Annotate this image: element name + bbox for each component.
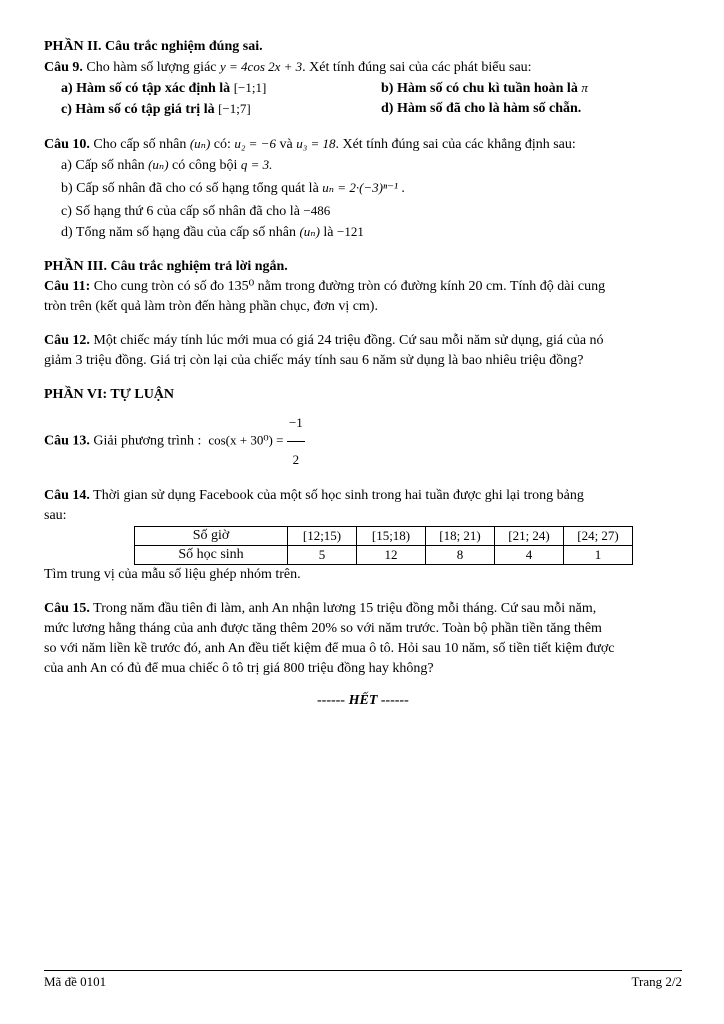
exam-code: Mã đề 0101 — [44, 974, 107, 989]
table-cell: 5 — [288, 546, 357, 565]
q10-a-post: có công bội — [172, 158, 238, 173]
q9-stem — [44, 57, 682, 78]
q9-a: a) Hàm số có tập xác định là — [61, 81, 231, 96]
q9-row-cd — [44, 99, 682, 120]
q11-text1: Cho cung tròn có số đo 135⁰ nằm trong đường tròn có đường kính 20 cm. Tính độ dài cung — [93, 279, 606, 294]
q9-c: c) Hàm số có tập giá trị là — [61, 102, 215, 117]
q13 — [44, 405, 682, 478]
q13-label: Câu 13. — [44, 433, 90, 449]
q10-a-seq: (uₙ) — [148, 157, 169, 172]
q15-label: Câu 15. — [44, 601, 90, 616]
q14-text1: Thời gian sử dụng Facebook của một số học sinh trong hai tuần được ghi lại trong bảng — [93, 488, 584, 503]
q10-d-seq: (uₙ) — [299, 224, 320, 239]
q9-a-math: [−1;1] — [233, 80, 267, 95]
q10-stem-post: . Xét tính đúng sai của các khẳng định sau: — [335, 137, 576, 152]
q13-text: Giải phương trình : — [93, 433, 202, 449]
q14-table — [134, 526, 633, 565]
q10-d — [44, 222, 682, 243]
q14-label: Câu 14. — [44, 488, 90, 503]
q10-seq: (uₙ) — [189, 136, 211, 151]
q10-c — [44, 201, 682, 222]
q15-text1: Trong năm đầu tiên đi làm, anh An nhận lương 15 triệu đồng mỗi tháng. Cứ sau mỗi năm, — [93, 601, 597, 616]
q15-line3: so với năm liền kề trước đó, anh An đều tiết kiệm để mua ô tô. Hỏi sau 10 năm, số tiền tiết kiệm được — [44, 641, 615, 656]
q15-line4: của anh An có đủ để mua chiếc ô tô trị giá 800 triệu đồng hay không? — [44, 661, 434, 676]
q11-line1 — [44, 277, 682, 297]
q11-line2: tròn trên (kết quả làm tròn đến hàng phần chục, đơn vị cm). — [44, 299, 378, 314]
q9-stem-post: . Xét tính đúng sai của các phát biểu sau: — [302, 60, 532, 75]
table-row — [135, 546, 633, 565]
table-cell: 8 — [426, 546, 495, 565]
q15-line1 — [44, 599, 682, 619]
table-header-hours: Số giờ — [135, 527, 288, 546]
q15-line2: mức lương hằng tháng của anh được tăng thêm 20% so với năm trước. Toàn bộ phần tiền tăng thêm — [44, 621, 602, 636]
q10-d-mid: là — [323, 225, 334, 240]
q13-numerator: −1 — [287, 405, 305, 442]
end-mark: ------ HẾT ------ — [317, 693, 409, 708]
table-cell: [12;15) — [288, 527, 357, 546]
table-cell: [18; 21) — [426, 527, 495, 546]
q10-d-math: −121 — [337, 224, 364, 239]
q13-lhs: cos(x + 30⁰) = — [208, 432, 284, 448]
q14-line2: sau: — [44, 508, 67, 523]
q12-label: Câu 12. — [44, 333, 90, 348]
q9-label: Câu 9. — [44, 60, 83, 75]
q10-stem-mid: có: — [213, 137, 231, 152]
q10-b-math: uₙ = 2·(−3)ⁿ⁻¹ — [322, 180, 398, 195]
q10-and: và — [279, 137, 293, 152]
q10-b-post: . — [401, 181, 405, 196]
q10-stem-pre: Cho cấp số nhân — [93, 137, 187, 152]
q13-fraction — [287, 405, 305, 478]
part2-title: PHẦN II. Câu trắc nghiệm đúng sai. — [44, 39, 263, 54]
q9-row-ab — [44, 78, 682, 99]
q11-label: Câu 11: — [44, 279, 91, 294]
table-cell: 4 — [495, 546, 564, 565]
q10-b — [44, 176, 682, 201]
q10-u3: u₃ = 18 — [296, 136, 336, 151]
q10-b-pre: b) Cấp số nhân đã cho có số hạng tổng quát là — [61, 181, 319, 196]
q14-after: Tìm trung vị của mẫu số liệu ghép nhóm trên. — [44, 567, 301, 582]
q9-stem-pre: Cho hàm số lượng giác — [86, 60, 217, 75]
q9-d: d) Hàm số đã cho là hàm số chẵn. — [381, 101, 582, 116]
q12-line1 — [44, 331, 682, 351]
exam-page — [44, 37, 682, 709]
q13-denominator: 2 — [292, 452, 300, 467]
q9-b: b) Hàm số có chu kì tuần hoàn là — [381, 81, 578, 96]
table-row — [135, 527, 633, 546]
q10-a-math: q = 3. — [240, 157, 273, 172]
table-cell: [21; 24) — [495, 527, 564, 546]
q12-text1: Một chiếc máy tính lúc mới mua có giá 24 triệu đồng. Cứ sau mỗi năm sử dụng, giá của nó — [93, 333, 604, 348]
table-cell: [15;18) — [357, 527, 426, 546]
q9-b-math: π — [581, 80, 588, 95]
q9-c-math: [−1;7] — [218, 101, 251, 116]
part4-title: PHẦN VI: TỰ LUẬN — [44, 387, 175, 402]
part3-title: PHẦN III. Câu trắc nghiệm trả lời ngắn. — [44, 259, 288, 274]
q10-d-pre: d) Tổng năm số hạng đầu của cấp số nhân — [61, 225, 296, 240]
table-cell: [24; 27) — [564, 527, 633, 546]
table-cell: 1 — [564, 546, 633, 565]
q10-u2: u₂ = −6 — [234, 136, 276, 151]
q9-formula: y = 4cos 2x + 3 — [220, 59, 303, 74]
q10-label: Câu 10. — [44, 137, 90, 152]
q10-c-pre: c) Số hạng thứ 6 của cấp số nhân đã cho là — [61, 204, 300, 219]
table-header-students: Số học sinh — [135, 546, 288, 565]
page-number: Trang 2/2 — [631, 974, 682, 989]
page-footer — [44, 970, 682, 990]
q10-a-pre: a) Cấp số nhân — [61, 158, 145, 173]
q10-a — [44, 155, 682, 176]
q10-c-math: −486 — [303, 203, 331, 218]
q14-line1 — [44, 486, 682, 506]
table-cell: 12 — [357, 546, 426, 565]
q12-line2: giảm 3 triệu đồng. Giá trị còn lại của chiếc máy tính sau 6 năm sử dụng là bao nhiêu triệu đồng? — [44, 353, 584, 368]
q10-stem — [44, 134, 682, 155]
